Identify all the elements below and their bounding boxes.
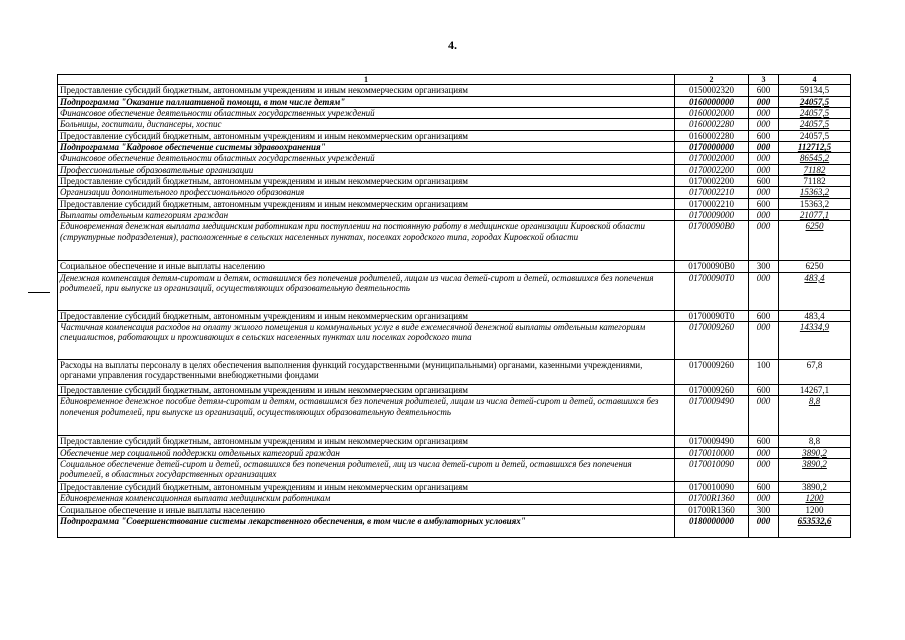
table-row (58, 447, 851, 458)
table-row (58, 96, 851, 107)
row-code: 0160000000 (675, 96, 749, 107)
row-sum: 483,4 (779, 310, 851, 321)
row-name: Предоставление субсидий бюджетным, автономным учреждениям и иным некоммерческим организациям (58, 436, 675, 447)
row-vr: 000 (749, 516, 779, 538)
row-code: 01700090В0 (675, 221, 749, 261)
row-name: Организации дополнительного профессионального образования (58, 187, 675, 198)
row-name: Денежная компенсация детям-сиротам и детям, оставшимся без попечения родителей, лицам из числа детей-сирот и детей, оставшихся без попечения родителей, при выпуске из организаций, осуществляющих образовательную деятельность (58, 272, 675, 310)
table-row (58, 516, 851, 538)
row-vr: 600 (749, 175, 779, 186)
row-code: 0170010000 (675, 447, 749, 458)
row-vr: 000 (749, 459, 779, 482)
row-name: Больницы, госпитали, диспансеры, хоспис (58, 119, 675, 130)
row-sum: 6250 (779, 221, 851, 261)
table-row (58, 164, 851, 175)
row-name: Частичная компенсация расходов на оплату жилого помещения и коммунальных услуг в виде ежемесячной денежной выплаты отдельным категориям специалистов, работающих и проживающих в сельских населенных пунктах или поселках городского типа (58, 322, 675, 360)
row-sum: 3890,2 (779, 447, 851, 458)
row-sum: 86545,2 (779, 153, 851, 164)
row-vr: 000 (749, 119, 779, 130)
row-sum: 112712,5 (779, 141, 851, 152)
row-sum: 14334,9 (779, 322, 851, 360)
row-vr: 000 (749, 141, 779, 152)
row-vr: 000 (749, 107, 779, 118)
row-vr: 000 (749, 164, 779, 175)
row-vr: 600 (749, 436, 779, 447)
row-code: 0150002320 (675, 85, 749, 96)
row-vr: 600 (749, 385, 779, 396)
row-name: Подпрограмма "Кадровое обеспечение системы здравоохранения" (58, 141, 675, 152)
row-code: 01700R1360 (675, 504, 749, 515)
margin-mark (28, 292, 50, 293)
row-name: Предоставление субсидий бюджетным, автономным учреждениям и иным некоммерческим организациям (58, 175, 675, 186)
table-row (58, 221, 851, 261)
row-name: Предоставление субсидий бюджетным, автономным учреждениям и иным некоммерческим организациям (58, 482, 675, 493)
row-sum: 71182 (779, 164, 851, 175)
row-code: 0170009260 (675, 360, 749, 385)
row-sum: 1200 (779, 504, 851, 515)
row-name: Предоставление субсидий бюджетным, автономным учреждениям и иным некоммерческим организациям (58, 310, 675, 321)
row-code: 0160002280 (675, 119, 749, 130)
row-code: 0170002000 (675, 153, 749, 164)
row-vr: 600 (749, 482, 779, 493)
row-sum: 14267,1 (779, 385, 851, 396)
row-name: Предоставление субсидий бюджетным, автономным учреждениям и иным некоммерческим организациям (58, 385, 675, 396)
row-sum: 653532,6 (779, 516, 851, 538)
header-col-code: 2 (675, 75, 749, 85)
row-name: Социальное обеспечение и иные выплаты населению (58, 504, 675, 515)
row-name: Единовременная денежная выплата медицинским работникам при поступлении на постоянную работу в медицинские организации Кировской области (структурные подразделения), расположенные в сельских населенных пунктах, поселках городского типа, городах Кировской области (58, 221, 675, 261)
row-sum: 483,4 (779, 272, 851, 310)
row-vr: 000 (749, 396, 779, 436)
page-number: 4. (448, 38, 457, 52)
row-sum: 24057,5 (779, 107, 851, 118)
table-row (58, 459, 851, 482)
row-vr: 000 (749, 96, 779, 107)
row-vr: 000 (749, 447, 779, 458)
row-code: 01700090Т0 (675, 310, 749, 321)
row-name: Расходы на выплаты персоналу в целях обеспечения выполнения функций государственными (муниципальными) органами, казенными учреждениями, органами управления государственными внебюджетными фондами (58, 360, 675, 385)
row-sum: 21077,1 (779, 209, 851, 220)
row-name: Финансовое обеспечение деятельности областных государственных учреждений (58, 107, 675, 118)
header-col-sum: 4 (779, 75, 851, 85)
row-vr: 300 (749, 261, 779, 272)
row-code: 0170002210 (675, 187, 749, 198)
row-code: 0160002000 (675, 107, 749, 118)
table-row (58, 310, 851, 321)
row-code: 0160002280 (675, 130, 749, 141)
row-code: 0170010090 (675, 482, 749, 493)
row-sum: 6250 (779, 261, 851, 272)
row-name: Единовременная компенсационная выплата медицинским работникам (58, 493, 675, 504)
table-row (58, 153, 851, 164)
row-name: Профессиональные образовательные организации (58, 164, 675, 175)
row-vr: 000 (749, 153, 779, 164)
row-code: 0180000000 (675, 516, 749, 538)
row-vr: 000 (749, 322, 779, 360)
table-row (58, 261, 851, 272)
row-vr: 000 (749, 221, 779, 261)
row-vr: 000 (749, 272, 779, 310)
row-name: Обеспечение мер социальной поддержки отдельных категорий граждан (58, 447, 675, 458)
row-vr: 000 (749, 209, 779, 220)
row-name: Подпрограмма "Оказание паллиативной помощи, в том числе детям" (58, 96, 675, 107)
row-code: 0170009260 (675, 322, 749, 360)
row-sum: 24057,5 (779, 96, 851, 107)
row-code: 0170010090 (675, 459, 749, 482)
row-vr: 600 (749, 198, 779, 209)
row-sum: 71182 (779, 175, 851, 186)
header-col-vr: 3 (749, 75, 779, 85)
row-code: 0170000000 (675, 141, 749, 152)
row-name: Предоставление субсидий бюджетным, автономным учреждениям и иным некоммерческим организациям (58, 130, 675, 141)
table-row (58, 385, 851, 396)
row-sum: 15363,2 (779, 187, 851, 198)
row-vr: 600 (749, 85, 779, 96)
table-row (58, 141, 851, 152)
row-sum: 15363,2 (779, 198, 851, 209)
row-sum: 1200 (779, 493, 851, 504)
row-code: 0170009000 (675, 209, 749, 220)
row-code: 0170002210 (675, 198, 749, 209)
table-row (58, 360, 851, 385)
row-sum: 67,8 (779, 360, 851, 385)
row-code: 0170009490 (675, 396, 749, 436)
row-sum: 24057,5 (779, 119, 851, 130)
row-code: 0170009490 (675, 436, 749, 447)
row-vr: 600 (749, 310, 779, 321)
table-row (58, 130, 851, 141)
row-sum: 59134,5 (779, 85, 851, 96)
table-row (58, 175, 851, 186)
table-row (58, 504, 851, 515)
table-row (58, 272, 851, 310)
row-sum: 24057,5 (779, 130, 851, 141)
row-code: 0170009260 (675, 385, 749, 396)
table-row (58, 322, 851, 360)
row-name: Подпрограмма "Совершенствование системы лекарственного обеспечения, в том числе в амбулаторных условиях" (58, 516, 675, 538)
table-row (58, 493, 851, 504)
row-code: 0170002200 (675, 164, 749, 175)
row-name: Социальное обеспечение детей-сирот и детей, оставшихся без попечения родителей, лиц из числа детей-сирот и детей, оставшихся без попечения родителей, в областных государственных организациях (58, 459, 675, 482)
row-code: 01700090В0 (675, 261, 749, 272)
table-row (58, 187, 851, 198)
row-sum: 8,8 (779, 396, 851, 436)
row-vr: 000 (749, 187, 779, 198)
header-col-name: 1 (58, 75, 675, 85)
row-code: 01700090Т0 (675, 272, 749, 310)
row-sum: 8,8 (779, 436, 851, 447)
budget-table (57, 74, 851, 538)
table-row (58, 396, 851, 436)
table-row (58, 85, 851, 96)
table-row (58, 198, 851, 209)
table-row (58, 436, 851, 447)
row-vr: 300 (749, 504, 779, 515)
row-name: Социальное обеспечение и иные выплаты населению (58, 261, 675, 272)
row-sum: 3890,2 (779, 482, 851, 493)
row-sum: 3890,2 (779, 459, 851, 482)
row-name: Предоставление субсидий бюджетным, автономным учреждениям и иным некоммерческим организациям (58, 198, 675, 209)
header-row (58, 75, 851, 85)
row-name: Предоставление субсидий бюджетным, автономным учреждениям и иным некоммерческим организациям (58, 85, 675, 96)
table-row (58, 482, 851, 493)
row-name: Финансовое обеспечение деятельности областных государственных учреждений (58, 153, 675, 164)
table-row (58, 119, 851, 130)
row-vr: 000 (749, 493, 779, 504)
row-vr: 600 (749, 130, 779, 141)
row-code: 01700R1360 (675, 493, 749, 504)
table-row (58, 107, 851, 118)
row-vr: 100 (749, 360, 779, 385)
row-code: 0170002200 (675, 175, 749, 186)
row-name: Единовременное денежное пособие детям-сиротам и детям, оставшимся без попечения родителей, лицам из числа детей-сирот и детей, оставшихся без попечения родителей, при выпуске из организаций, осуществляющих образовательную деятельность (58, 396, 675, 436)
row-name: Выплаты отдельным категориям граждан (58, 209, 675, 220)
table-row (58, 209, 851, 220)
